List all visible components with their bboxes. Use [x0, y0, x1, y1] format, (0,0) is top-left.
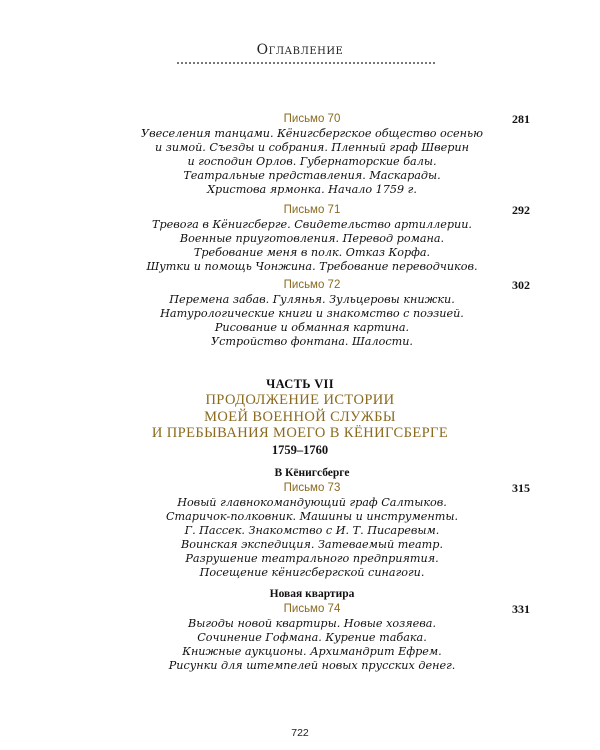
letter-description-line: Христова ярмонка. Начало 1759 г.	[207, 183, 417, 196]
part-title	[0, 392, 600, 442]
page-number: 331	[512, 602, 530, 616]
letter-description-line: Военные приуготовления. Перевод романа.	[179, 232, 445, 245]
letter-description-line: Воинская экспедиция. Затеваемый театр.	[180, 538, 444, 551]
section-heading: Новая квартира	[269, 588, 355, 600]
letter-description-line: Театральные представления. Маскарады.	[183, 169, 441, 182]
section-heading: В Кёнигсберге	[274, 467, 350, 479]
letter-title: Письмо 73	[283, 482, 341, 494]
letter-description-line: Рисование и обманная картина.	[214, 321, 410, 334]
letter-description-line: Натурологические книги и знакомство с поэзией.	[160, 307, 464, 320]
letter-description-line: Перемена забав. Гулянья. Зульцеровы книжки.	[169, 293, 455, 306]
part-title-line: ПРОДОЛЖЕНИЕ ИСТОРИИ	[205, 392, 395, 408]
toc-section-new-apartment	[110, 587, 530, 673]
letter-title: Письмо 70	[283, 113, 341, 125]
folio-page-number: 722	[291, 727, 309, 739]
letter-title: Письмо 71	[283, 204, 341, 216]
letter-description-line: Сочинение Гофмана. Курение табака.	[197, 631, 427, 644]
letter-description-line: Шутки и помощь Чонжина. Требование переводчиков.	[146, 260, 478, 273]
part-title-line: МОЕЙ ВОЕННОЙ СЛУЖБЫ	[204, 408, 396, 425]
toc-entry-letter-70	[110, 112, 530, 197]
part-title-line: И ПРЕБЫВАНИЯ МОЕГО В КЁНИГСБЕРГЕ	[151, 425, 449, 441]
part-years: 1759–1760	[271, 443, 329, 457]
running-head: Оглавление	[256, 42, 344, 58]
toc-entry-letter-71	[110, 203, 530, 274]
letter-description-line: Выгоды новой квартиры. Новые хозяева.	[187, 617, 437, 630]
letter-description-line: Старичок-полковник. Машины и инструменты.	[165, 510, 459, 523]
dotted-rule	[176, 62, 435, 64]
page-number: 315	[512, 481, 530, 495]
letter-description-line: и зимой. Съезды и собрания. Пленный граф Шверин	[155, 141, 469, 154]
letter-description-line: Тревога в Кёнигсберге. Свидетельство артиллерии.	[152, 218, 472, 231]
letter-description-line: Разрушение театрального предприятия.	[185, 552, 439, 565]
letter-description-line: Новый главнокомандующий граф Салтыков.	[177, 496, 447, 509]
page-number: 302	[512, 278, 530, 292]
toc-section-koenigsberg	[110, 466, 530, 580]
toc-entry-letter-72	[110, 278, 530, 349]
letter-description-line: Требование меня в полк. Отказ Корфа.	[193, 246, 431, 259]
letter-description-line: Посещение кёнигсбергской синагоги.	[199, 566, 425, 579]
letter-description-line: Книжные аукционы. Архимандрит Ефрем.	[182, 645, 442, 658]
part-label: ЧАСТЬ VII	[266, 377, 334, 391]
letter-description-line: и господин Орлов. Губернаторские балы.	[187, 155, 437, 168]
page-number: 281	[512, 112, 530, 126]
page-number: 292	[512, 203, 530, 217]
letter-description-line: Г. Пассек. Знакомство с И. Т. Писаревым.	[184, 524, 440, 537]
letter-description-line: Увеселения танцами. Кёнигсбергское общество осенью	[141, 127, 483, 140]
letter-title: Письмо 72	[283, 279, 341, 291]
letter-description-line: Рисунки для штемпелей новых прусских денег.	[168, 659, 456, 672]
letter-title: Письмо 74	[283, 603, 341, 615]
letter-description-line: Устройство фонтана. Шалости.	[211, 335, 413, 348]
